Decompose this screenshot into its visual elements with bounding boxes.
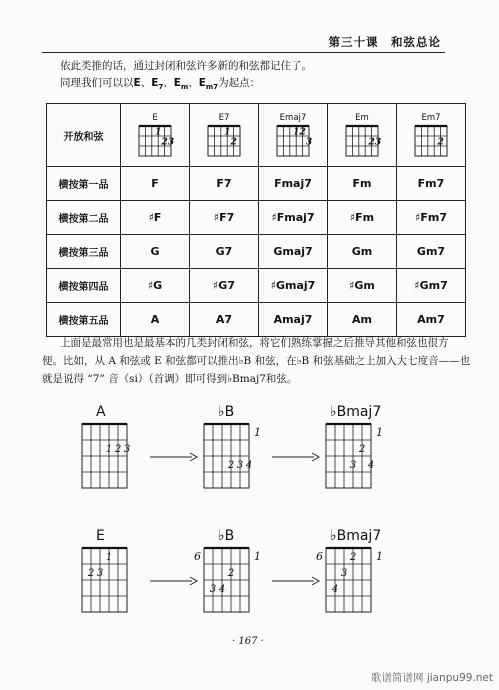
open-chord-name: Em: [355, 112, 369, 123]
finger-number: 2: [227, 459, 235, 471]
finger-number: 2: [161, 136, 168, 147]
fret-position-label: 6: [194, 550, 201, 563]
finger-number: 2: [358, 443, 366, 455]
row-label-header: 开放和弦: [47, 104, 121, 167]
chord-cell: Gmaj7: [259, 235, 328, 269]
finger-number: 4: [331, 583, 339, 595]
chord-cell: A: [121, 303, 190, 337]
chord-cell: ♯Gm: [328, 269, 397, 303]
chord-table-row: [47, 201, 466, 235]
finger-number: 2: [227, 567, 235, 579]
row-label: 横按第一品: [47, 167, 121, 201]
right-arrow-icon: [150, 450, 198, 464]
finger-number: 3: [340, 567, 348, 579]
fret-position-label: 6: [316, 550, 323, 563]
page-number: · 167 ·: [232, 636, 264, 647]
open-chord-name: Emaj7: [279, 112, 307, 123]
right-arrow-icon: [272, 574, 320, 588]
chord-e: E: [133, 77, 141, 89]
paragraph-line-3: 就是说得 “7” 音（si）（首调）即可得到♭Bmaj7和弦。: [42, 373, 298, 385]
chord-cell: G: [121, 235, 190, 269]
chord-table-row: [47, 303, 466, 337]
barre-finger-label: 1: [254, 426, 261, 439]
watermark: 歌谱简谱网 jianpu99.net: [370, 672, 493, 684]
chord-table: [46, 103, 466, 337]
chord-cell: ♯F7: [190, 201, 259, 235]
open-chord-diagram: [135, 124, 175, 158]
barre-finger-label: 1: [376, 550, 383, 563]
open-chord-diagram: [204, 124, 244, 158]
finger-number: 2: [230, 136, 237, 147]
chord-cell: Gm7: [397, 235, 466, 269]
finger-number: 3: [236, 459, 244, 471]
finger-number: 3: [349, 459, 357, 471]
row-label: 横按第四品: [47, 269, 121, 303]
open-chord-diagram: [342, 124, 382, 158]
chord-table-row: [47, 235, 466, 269]
chord-cell: A7: [190, 303, 259, 337]
chord-cell-open: [121, 104, 190, 167]
diagram-name: ♭Bmaj7: [330, 404, 382, 420]
diagram-name: ♭B: [218, 528, 235, 544]
chord-em7: $E_{m7}$: [198, 77, 219, 92]
chord-cell: F: [121, 167, 190, 201]
open-chord-diagram: [411, 124, 451, 158]
chord-cell: Fm7: [397, 167, 466, 201]
finger-number: 4: [218, 583, 226, 595]
finger-number: 3: [305, 136, 313, 147]
row-label: 横按第五品: [47, 303, 121, 337]
open-chord-name: Em7: [421, 112, 441, 123]
chord-cell-open: [397, 104, 466, 167]
finger-number: 2: [114, 443, 122, 455]
row-label: 横按第二品: [47, 201, 121, 235]
chord-table-header-row: [47, 104, 466, 167]
chord-table-row: [47, 269, 466, 303]
chord-cell: ♯Fm: [328, 201, 397, 235]
finger-number: 3: [123, 443, 131, 455]
page-header-title: 第三十课 和弦总论: [328, 35, 441, 49]
chord-cell: Gm: [328, 235, 397, 269]
diagram-name: ♭B: [218, 404, 235, 420]
finger-number: 1: [293, 126, 300, 137]
finger-number: 2: [299, 126, 306, 137]
chord-cell: ♯F: [121, 201, 190, 235]
open-chord-name: E: [152, 112, 158, 123]
row-label: 横按第三品: [47, 235, 121, 269]
chord-em: $E_m$: [173, 77, 189, 92]
chord-cell: Am7: [397, 303, 466, 337]
finger-number: 2: [437, 136, 444, 147]
chord-cell: ♯G7: [190, 269, 259, 303]
barre-finger-label: 1: [376, 426, 383, 439]
chord-cell: G7: [190, 235, 259, 269]
paragraph-line-1: 上面是最常用也是最基本的几类封闭和弦，将它们熟练掌握之后推导其他和弦也很方: [60, 337, 449, 349]
chord-cell: Fm: [328, 167, 397, 201]
finger-number: 2: [349, 551, 357, 563]
diagram-name: E: [96, 528, 105, 544]
paragraph-line-2: 便。比如，从 A 和弦或 E 和弦都可以推出♭B 和弦，在♭B 和弦基础之上加入大七度音——也: [42, 355, 471, 367]
intro-line-2-suffix: 为起点：: [218, 77, 261, 89]
chord-cell: Amaj7: [259, 303, 328, 337]
diagram-name: ♭Bmaj7: [330, 528, 382, 544]
chord-cell: ♯Fm7: [397, 201, 466, 235]
intro-line-2-prefix: 同理我们可以以: [60, 77, 134, 89]
chord-cell: ♯G: [121, 269, 190, 303]
header-rule: [42, 52, 445, 53]
chord-cell: Fmaj7: [259, 167, 328, 201]
finger-number: 3: [167, 136, 175, 147]
finger-number: 2: [368, 136, 375, 147]
chord-diagram: [192, 420, 274, 492]
chord-cell: ♯Gmaj7: [259, 269, 328, 303]
barre-finger-label: 1: [254, 550, 261, 563]
chord-table-row: [47, 167, 466, 201]
chord-cell: F7: [190, 167, 259, 201]
finger-number: 3: [96, 567, 104, 579]
chord-e7: $E_7$: [151, 77, 164, 92]
intro-line-2: 同理我们可以以E、$E_7$、$E_m$、$E_{m7}$为起点：: [60, 77, 261, 92]
chord-diagram: [314, 420, 396, 492]
chord-diagram: [192, 544, 274, 616]
finger-number: 1: [224, 126, 231, 137]
chord-cell-open: [190, 104, 259, 167]
finger-number: 2: [87, 567, 95, 579]
chord-diagram: [314, 544, 396, 616]
finger-number: 1: [155, 126, 162, 137]
finger-number: 1: [105, 551, 113, 563]
diagram-name: A: [96, 404, 106, 420]
open-chord-diagram: [273, 124, 313, 158]
chord-cell-open: [328, 104, 397, 167]
chord-cell: Am: [328, 303, 397, 337]
right-arrow-icon: [272, 450, 320, 464]
chord-cell: ♯Gm7: [397, 269, 466, 303]
chord-cell-open: [259, 104, 328, 167]
chord-cell: ♯Fmaj7: [259, 201, 328, 235]
finger-number: 4: [367, 459, 375, 471]
intro-line-1: 依此类推的话，通过封闭和弦许多新的和弦都记住了。: [60, 60, 312, 72]
finger-number: 4: [245, 459, 253, 471]
finger-number: 1: [105, 443, 113, 455]
right-arrow-icon: [150, 574, 198, 588]
finger-number: 3: [209, 583, 217, 595]
finger-number: 3: [374, 136, 382, 147]
chord-diagram: [70, 544, 152, 616]
open-chord-name: E7: [218, 112, 230, 123]
chord-diagram: [70, 420, 152, 492]
